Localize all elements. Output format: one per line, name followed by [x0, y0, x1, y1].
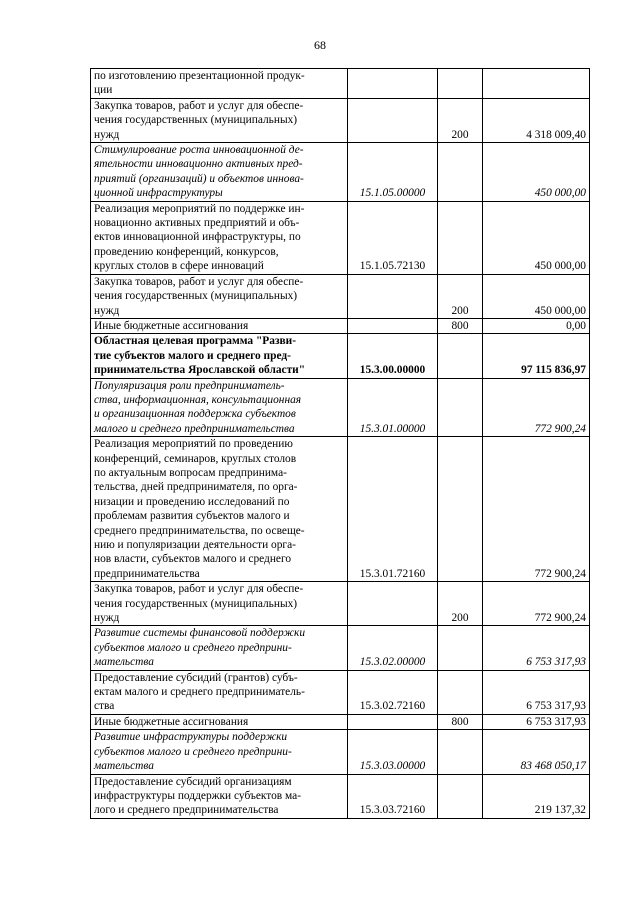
row-code-cell — [348, 582, 438, 626]
row-name-line: Закупка товаров, работ и услуг для обеспе- — [94, 275, 304, 288]
row-name-line: Иные бюджетные ассигнования — [94, 319, 249, 332]
row-name-line: принимательства Ярославской области" — [94, 364, 306, 377]
row-name-line: ства, информационная, консультационная — [94, 393, 302, 406]
row-name-line: чения государственных (муниципальных) — [94, 114, 298, 127]
row-sum-cell: 772 900,24 — [483, 378, 590, 437]
row-sum-cell — [483, 69, 590, 99]
row-name-line: ства — [94, 700, 115, 713]
row-name-line: нию и популяризации деятельности орга- — [94, 539, 296, 551]
row-name-line: проблемам развития субъектов малого и — [94, 510, 290, 523]
table-row — [91, 201, 590, 274]
row-sum-cell: 4 318 009,40 — [483, 98, 590, 142]
row-sum-cell: 6 753 317,93 — [483, 670, 590, 714]
row-name-cell — [91, 730, 348, 774]
table-row — [91, 730, 590, 774]
row-sum-cell: 219 137,32 — [483, 774, 590, 818]
table-row — [91, 714, 590, 729]
row-name-line: Реализация мероприятий по проведению — [94, 438, 293, 451]
row-name-cell — [91, 98, 348, 142]
row-sum-cell: 450 000,00 — [483, 201, 590, 274]
row-name-line: ции — [94, 84, 113, 97]
row-name-line: мательства — [94, 656, 154, 669]
row-name-cell — [91, 69, 348, 99]
budget-table-body — [91, 69, 590, 819]
row-sum-cell: 450 000,00 — [483, 274, 590, 318]
row-expense-type-cell: 200 — [438, 582, 483, 626]
row-name-line: малого и среднего предпринимательства — [94, 422, 295, 435]
table-row — [91, 69, 590, 99]
row-name-line: ятельности инновационно активных пред- — [94, 158, 303, 171]
row-name-line: по актуальным вопросам предпринима- — [94, 466, 287, 479]
row-name-line: инфраструктуры поддержки субъектов ма- — [94, 789, 302, 802]
row-name-line: среднего предпринимательства, по освеще- — [94, 524, 305, 537]
row-name-line: предпринимательства — [94, 567, 200, 580]
row-name-cell — [91, 437, 348, 582]
table-row — [91, 437, 590, 582]
row-name-cell — [91, 318, 348, 333]
row-expense-type-cell: 200 — [438, 98, 483, 142]
row-sum-cell: 0,00 — [483, 318, 590, 333]
row-name-cell — [91, 774, 348, 818]
row-name-line: конференций, семинаров, круглых столов — [94, 452, 297, 465]
row-sum-cell: 772 900,24 — [483, 582, 590, 626]
row-sum-cell: 83 468 050,17 — [483, 730, 590, 774]
row-name-cell — [91, 582, 348, 626]
row-name-line: проведению конференций, конкурсов, — [94, 245, 279, 258]
row-sum-cell: 450 000,00 — [483, 143, 590, 202]
page-number: 68 — [314, 38, 326, 52]
row-expense-type-cell: 800 — [438, 318, 483, 333]
table-row — [91, 318, 590, 333]
row-code-cell: 15.1.05.00000 — [348, 143, 438, 202]
row-name-line: Развитие инфраструктуры поддержки — [94, 731, 288, 744]
row-name-line: низации и проведению исследований по — [94, 495, 290, 508]
row-name-line: ционной инфраструктуры — [94, 187, 223, 200]
row-expense-type-cell: 800 — [438, 714, 483, 729]
row-code-cell — [348, 318, 438, 333]
row-name-line: ектам малого и среднего предприниматель- — [94, 686, 305, 699]
table-row — [91, 774, 590, 818]
row-name-cell — [91, 201, 348, 274]
row-name-line: лого и среднего предпринимательства — [94, 804, 279, 817]
row-name-line: Стимулирование роста инновационной де- — [94, 144, 304, 157]
row-name-line: ектов инновационной инфраструктуры, по — [94, 231, 301, 244]
row-name-line: субъектов малого и среднего предприни- — [94, 745, 292, 758]
row-name-line: чения государственных (муниципальных) — [94, 597, 298, 610]
row-name-line: тие субъектов малого и среднего пред- — [94, 349, 291, 362]
row-sum-cell: 6 753 317,93 — [483, 626, 590, 670]
row-name-line: нужд — [94, 128, 120, 141]
row-name-cell — [91, 334, 348, 378]
row-name-cell — [91, 143, 348, 202]
row-name-line: субъектов малого и среднего предприни- — [94, 641, 292, 654]
table-row — [91, 98, 590, 142]
row-name-line: Популяризация роли предприниматель- — [94, 379, 285, 392]
row-name-line: тельства, дней предпринимателя, по орга- — [94, 481, 298, 494]
row-name-line: новационно активных предприятий и объ- — [94, 217, 300, 230]
row-expense-type-cell — [438, 201, 483, 274]
row-name-line: по изготовлению презентационной продук- — [94, 70, 305, 82]
row-code-cell — [348, 714, 438, 729]
row-expense-type-cell: 200 — [438, 274, 483, 318]
table-row — [91, 670, 590, 714]
table-row — [91, 274, 590, 318]
row-code-cell: 15.3.03.00000 — [348, 730, 438, 774]
row-name-line: Закупка товаров, работ и услуг для обеспе- — [94, 99, 304, 112]
row-name-line: приятий (организаций) и объектов иннова- — [94, 172, 304, 185]
row-code-cell — [348, 274, 438, 318]
row-name-line: Предоставление субсидий организациям — [94, 775, 292, 788]
row-name-line: чения государственных (муниципальных) — [94, 290, 298, 303]
row-expense-type-cell — [438, 69, 483, 99]
row-name-cell — [91, 714, 348, 729]
row-expense-type-cell — [438, 774, 483, 818]
table-row — [91, 378, 590, 437]
table-row — [91, 334, 590, 378]
row-name-cell — [91, 670, 348, 714]
row-name-cell — [91, 274, 348, 318]
table-row — [91, 626, 590, 670]
row-name-line: Иные бюджетные ассигнования — [94, 715, 249, 728]
row-name-line: Развитие системы финансовой поддержки — [94, 627, 306, 640]
row-name-line: Областная целевая программа "Разви- — [94, 335, 297, 348]
row-name-cell — [91, 626, 348, 670]
table-row — [91, 143, 590, 202]
row-expense-type-cell — [438, 437, 483, 582]
row-expense-type-cell — [438, 626, 483, 670]
row-name-line: нужд — [94, 612, 120, 625]
row-code-cell — [348, 69, 438, 99]
row-name-line: мательства — [94, 760, 154, 773]
row-sum-cell: 6 753 317,93 — [483, 714, 590, 729]
row-name-line: Предоставление субсидий (грантов) субъ- — [94, 671, 298, 684]
row-name-cell — [91, 378, 348, 437]
row-name-line: Реализация мероприятий по поддержке ин- — [94, 202, 305, 215]
row-code-cell: 15.3.01.72160 — [348, 437, 438, 582]
row-code-cell: 15.3.01.00000 — [348, 378, 438, 437]
row-expense-type-cell — [438, 143, 483, 202]
row-code-cell — [348, 98, 438, 142]
row-expense-type-cell — [438, 730, 483, 774]
row-code-cell: 15.3.03.72160 — [348, 774, 438, 818]
row-code-cell: 15.3.02.00000 — [348, 626, 438, 670]
row-code-cell: 15.3.02.72160 — [348, 670, 438, 714]
budget-table — [90, 68, 590, 819]
row-name-line: Закупка товаров, работ и услуг для обеспе- — [94, 583, 304, 596]
row-sum-cell: 97 115 836,97 — [483, 334, 590, 378]
row-code-cell: 15.1.05.72130 — [348, 201, 438, 274]
table-row — [91, 582, 590, 626]
row-expense-type-cell — [438, 334, 483, 378]
row-name-line: нов власти, субъектов малого и среднего — [94, 553, 292, 566]
row-name-line: круглых столов в сфере инноваций — [94, 260, 264, 273]
row-name-line: нужд — [94, 304, 120, 317]
row-code-cell: 15.3.00.00000 — [348, 334, 438, 378]
row-sum-cell: 772 900,24 — [483, 437, 590, 582]
row-expense-type-cell — [438, 378, 483, 437]
row-name-line: и организационная поддержка субъектов — [94, 408, 296, 421]
row-expense-type-cell — [438, 670, 483, 714]
